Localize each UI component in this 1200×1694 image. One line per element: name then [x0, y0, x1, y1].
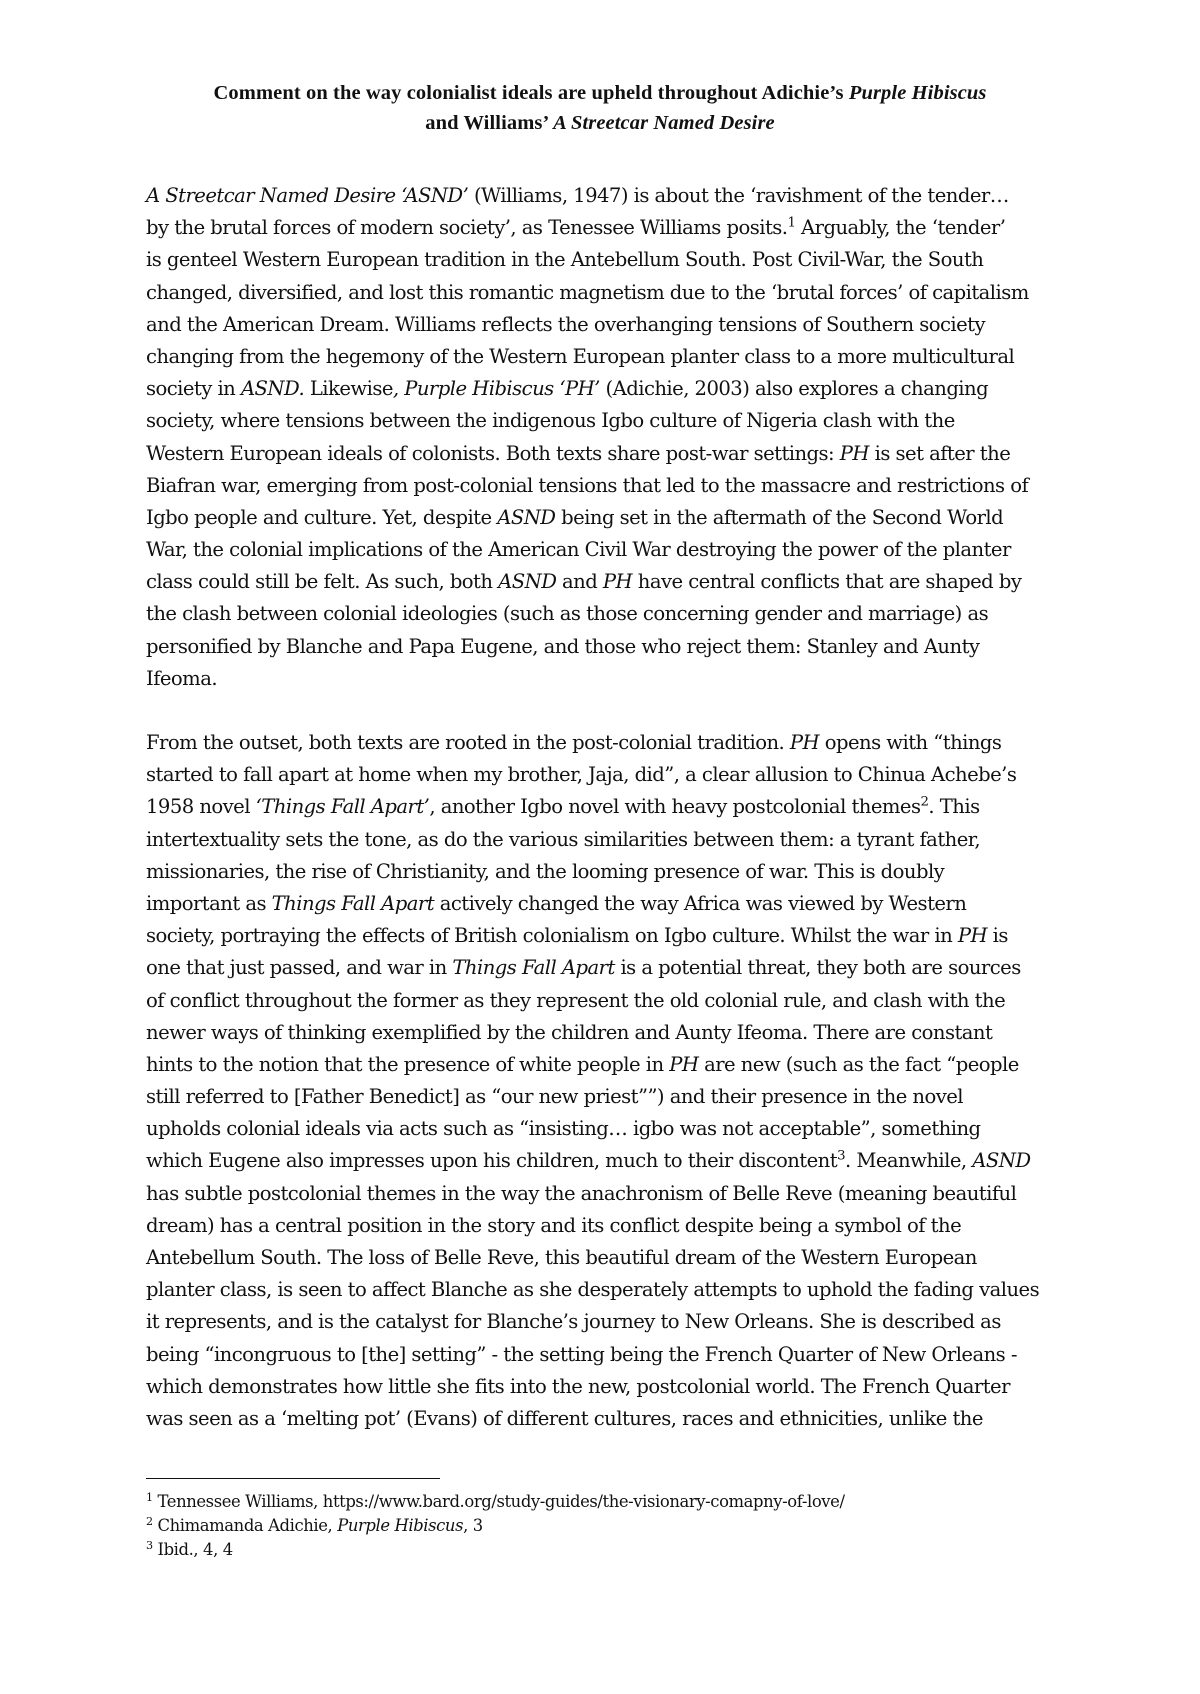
text-line [146, 244, 1076, 276]
text-run: is set after the [868, 441, 1011, 465]
text-line [146, 791, 1076, 823]
text-line [146, 1049, 1076, 1081]
text-line [146, 824, 1076, 856]
text-run: society in [146, 377, 241, 401]
footnote [146, 1490, 1076, 1514]
text-line [146, 502, 1076, 534]
text-run: . Meanwhile, [845, 1149, 973, 1173]
text-run: Tennessee Williams, https://www.bard.org/study-guides/the-visionary-comapny-of-love/ [152, 1492, 845, 1511]
text-run: changing from the hegemony of the Western European planter class to a more multicultural [146, 344, 1015, 368]
text-line [146, 631, 1076, 663]
text-line [146, 1145, 1076, 1177]
text-run: is genteel Western European tradition in the Antebellum South. Post Civil-War, the South [146, 248, 984, 272]
footnote-marker: 2 [146, 1514, 153, 1528]
text-line [146, 1210, 1076, 1242]
text-line [146, 985, 1076, 1017]
footnote [146, 1538, 1076, 1562]
text-run: opens with “things [819, 731, 1002, 754]
italic-text: , Purple Hibiscus ‘PH’ [392, 377, 600, 401]
text-line [146, 438, 1076, 470]
text-line [146, 405, 1076, 437]
text-line [146, 180, 1076, 212]
italic-text: PH [669, 1052, 699, 1076]
footnote [146, 1514, 1076, 1538]
footnote-marker: 3 [837, 1149, 845, 1165]
text-run: . This [928, 795, 980, 819]
essay-title [120, 78, 1080, 138]
italic-text: PH [839, 441, 869, 465]
text-run: War, the colonial implications of the American Civil War destroying the power of the planter [146, 538, 1011, 562]
italic-text: PH [957, 924, 987, 948]
text-run: actively changed the way Africa was viewed by Western [434, 891, 967, 915]
title-line [120, 108, 1080, 138]
text-run: society, portraying the effects of British colonialism on Igbo culture. Whilst the war in [146, 924, 958, 948]
text-run: which Eugene also impresses upon his children, much to their discontent [146, 1149, 838, 1173]
italic-text: PH [789, 731, 820, 754]
text-run: started to fall apart at home when my brother, Jaja, did”, a clear allusion to Chinua Achebe’s [146, 763, 1017, 787]
text-run: changed, diversified, and lost this romantic magnetism due to the ‘brutal forces’ of capitalism [146, 280, 1029, 304]
text-run: being set in the aftermath of the Second World [555, 505, 1004, 529]
text-line [146, 1371, 1076, 1403]
text-line [146, 1113, 1076, 1145]
text-run: , another Igbo novel with heavy postcolonial themes [429, 795, 921, 819]
text-run: one that just passed, and war in [146, 956, 453, 980]
footnote-marker: 2 [920, 795, 929, 811]
text-line [146, 1242, 1076, 1274]
text-run: and the American Dream. Williams reflects the overhanging tensions of Southern society [146, 312, 985, 336]
italic-text: Purple Hibiscus [337, 1516, 464, 1535]
italic-text: ASND [498, 570, 557, 594]
text-line [146, 309, 1076, 341]
text-run: Western European ideals of colonists. Both texts share post-war settings: [146, 441, 840, 465]
italic-text: ‘Things Fall Apart’ [255, 795, 430, 819]
text-run: class could still be felt. As such, both [146, 570, 499, 594]
text-line [146, 212, 1076, 244]
paragraph [146, 727, 1076, 1435]
italic-text: Purple Hibiscus [848, 82, 987, 104]
text-run: is a potential threat, they both are sources [614, 956, 1021, 980]
footnote-marker: 3 [146, 1538, 153, 1552]
text-run: upholds colonial ideals via acts such as “insisting… igbo was not acceptable”, something [146, 1117, 981, 1141]
text-run: are new (such as the fact “people [698, 1052, 1019, 1076]
text-line [146, 1274, 1076, 1306]
text-run: dream) has a central position in the story and its conflict despite being a symbol of the [146, 1213, 962, 1237]
text-line [146, 341, 1076, 373]
italic-text: A Streetcar Named Desire [553, 112, 775, 134]
text-run: Igbo people and culture. Yet, despite [146, 505, 498, 529]
text-line [146, 470, 1076, 502]
italic-text: ASND. [240, 377, 305, 401]
text-run: it represents, and is the catalyst for Blanche’s journey to New Orleans. She is described as [146, 1310, 1001, 1334]
italic-text: ASND [972, 1149, 1031, 1173]
italic-text: Things Fall Apart [452, 956, 615, 980]
text-run: and [556, 570, 603, 594]
text-line [146, 856, 1076, 888]
text-line [146, 888, 1076, 920]
text-run: have central conflicts that are shaped by [632, 570, 1022, 594]
text-run: Ibid., 4, 4 [152, 1540, 233, 1559]
text-line [146, 1178, 1076, 1210]
text-line [146, 952, 1076, 984]
footnote-separator [146, 1478, 440, 1479]
text-run: society, where tensions between the indigenous Igbo culture of Nigeria clash with the [146, 409, 955, 433]
footnote-marker: 1 [787, 215, 796, 231]
text-run: by the brutal forces of modern society’, as Tenessee Williams posits. [146, 216, 788, 240]
footnotes [146, 1490, 1076, 1562]
text-line [146, 598, 1076, 630]
text-run: intertextuality sets the tone, as do the various similarities between them: a tyrant father, [146, 827, 981, 851]
text-line [146, 534, 1076, 566]
text-run: (Williams, 1947) is about the ‘ravishment of the tender… [468, 184, 1009, 207]
text-run: has subtle postcolonial themes in the way the anachronism of Belle Reve (meaning beautiful [146, 1181, 1017, 1205]
text-run: and Williams’ [425, 112, 554, 134]
text-line [146, 566, 1076, 598]
text-run: Likewise [304, 377, 393, 401]
text-run: hints to the notion that the presence of white people in [146, 1052, 670, 1076]
text-line [146, 663, 1076, 695]
text-run: Biafran war, emerging from post-colonial tensions that led to the massacre and restrictions of [146, 473, 1029, 497]
essay-body [146, 180, 1076, 1435]
italic-text: Things Fall Apart [271, 891, 435, 915]
text-line [146, 373, 1076, 405]
text-run: planter class, is seen to affect Blanche as she desperately attempts to uphold the fading values [146, 1278, 1040, 1302]
text-run: (Adichie, 2003) also explores a changing [599, 377, 989, 401]
text-line [146, 920, 1076, 952]
text-run: the clash between colonial ideologies (such as those concerning gender and marriage) as [146, 602, 989, 626]
text-run: being “incongruous to [the] setting” - the setting being the French Quarter of New Orleans - [146, 1342, 1017, 1366]
text-run: newer ways of thinking exemplified by the children and Aunty Ifeoma. There are constant [146, 1020, 993, 1044]
text-run: Ifeoma. [146, 666, 218, 690]
text-run: which demonstrates how little she fits into the new, postcolonial world. The French Quarter [146, 1374, 1010, 1398]
text-run: of conflict throughout the former as they represent the old colonial rule, and clash with the [146, 988, 1006, 1012]
text-run: Comment on the way colonialist ideals are upheld throughout Adichie’s [213, 82, 849, 104]
text-run: was seen as a ‘melting pot’ (Evans) of different cultures, races and ethnicities, unlike the [146, 1406, 983, 1430]
text-run: personified by Blanche and Papa Eugene, and those who reject them: Stanley and Aunty [146, 634, 980, 658]
text-line [146, 277, 1076, 309]
text-run: , 3 [463, 1516, 483, 1535]
text-line [146, 1339, 1076, 1371]
text-line [146, 727, 1076, 759]
paragraph [146, 180, 1076, 695]
title-line [120, 78, 1080, 108]
italic-text: ASND [497, 505, 556, 529]
text-run: Chimamanda Adichie, [152, 1516, 338, 1535]
text-line [146, 759, 1076, 791]
text-run: Antebellum South. The loss of Belle Reve, this beautiful dream of the Western European [146, 1246, 977, 1269]
text-run: is [987, 924, 1008, 948]
text-run: Arguably, the ‘tender’ [795, 216, 1006, 240]
footnote-marker: 1 [146, 1490, 153, 1504]
text-run: 1958 novel [146, 795, 256, 819]
text-run: important as [146, 891, 272, 915]
italic-text: PH [602, 570, 633, 594]
text-line [146, 1081, 1076, 1113]
text-run: From the outset, both texts are rooted in the post-colonial tradition. [146, 731, 790, 754]
text-run: missionaries, the rise of Christianity, and the looming presence of war. This is doubly [146, 859, 945, 883]
text-run: still referred to [Father Benedict] as “our new priest””) and their presence in the novel [146, 1085, 964, 1109]
text-line [146, 1403, 1076, 1435]
text-line [146, 1017, 1076, 1049]
text-line [146, 1306, 1076, 1338]
italic-text: A Streetcar Named Desire ‘ASND’ [146, 184, 469, 207]
